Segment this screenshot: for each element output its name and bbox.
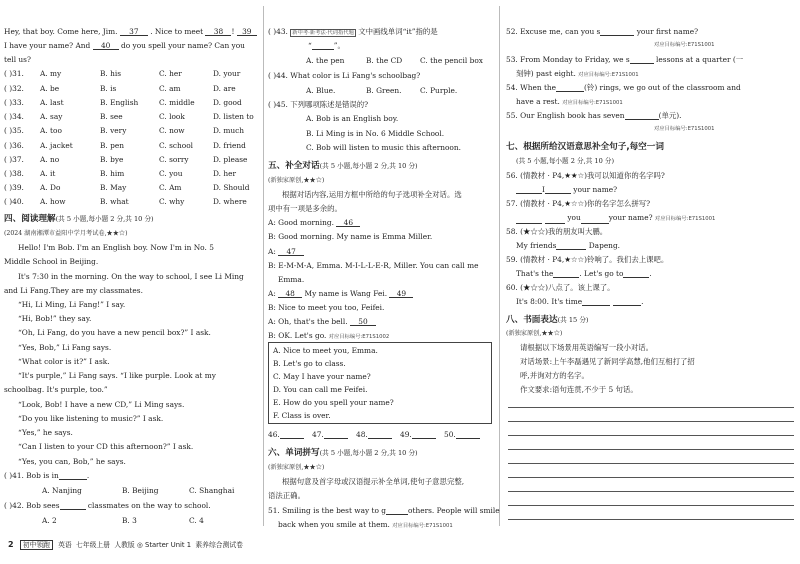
reading-question: ( )41. Bob is in . — [4, 471, 90, 480]
column-divider — [499, 6, 500, 526]
spelling-question: 55. Our English book has seven (单元). — [506, 111, 682, 120]
footer-grade: 七年级上册 — [76, 541, 111, 549]
writing-line[interactable] — [508, 407, 794, 408]
reading-option: B. Li Ming is in No. 6 Middle School. — [306, 129, 445, 138]
translation-question: 56. (情教材 · P4,★★☆)我可以知道你的名字吗? — [506, 171, 665, 180]
section-heading: 六、单词拼写(共 5 小题,每小题 2 分,共 10 分) — [268, 448, 418, 458]
reading-question: ( )42. Bob sees classmates on the way to school. — [4, 501, 211, 510]
reading-line: It's 7:30 in the morning. On the way to school, I see Li Ming — [18, 272, 244, 281]
instruction-line: 根据句意及首字母或汉语提示补全单词,使句子意思完整, — [282, 477, 465, 486]
dialog-line: A: Oh, that's the bell. 50 — [268, 317, 376, 326]
writing-line[interactable] — [508, 421, 794, 422]
reading-line: “Yes,” he says. — [18, 428, 73, 437]
translation-answer: It's 8:00. It's time . — [516, 297, 644, 306]
reading-line: “Yes, Bob,” Li Fang says. — [18, 343, 112, 352]
reading-line: “Look, Bob! I have a new CD,” Li Ming says. — [18, 400, 185, 409]
reading-option: C. Bob will listen to music this afternoon. — [306, 143, 461, 152]
section-heading: 八、书面表达(共 15 分) — [506, 315, 589, 325]
objective-tag: 对应目标编号:E71S1001 — [654, 42, 715, 48]
option-item: F. Class is over. — [273, 411, 331, 420]
section-heading: 五、补全对话(共 5 小题,每小题 2 分,共 10 分) — [268, 161, 418, 171]
reading-option: A. Bob is an English boy. — [306, 114, 399, 123]
brand-label: 初中领跑 — [20, 540, 53, 550]
source-note: (新独家原创,★★☆) — [268, 464, 325, 471]
dialog-line: A: 47 — [268, 247, 304, 256]
dialog-line: B: Nice to meet you too, Feifei. — [268, 303, 385, 312]
footer-title: 素养综合测试卷 — [195, 541, 243, 549]
option-item: E. How do you spell your name? — [273, 398, 394, 407]
translation-question: 60. (★☆☆)八点了。该上课了。 — [506, 283, 615, 292]
instruction-line: 语法正确。 — [268, 491, 305, 500]
spelling-question: 52. Excuse me, can you s your first name? — [506, 27, 699, 36]
reading-question: ( )44. What color is Li Fang's schoolbag? — [268, 71, 421, 80]
reading-line: “It's purple,” Li Fang says. “I like purple. Look at my — [18, 371, 216, 380]
footer-edition: 人教版 — [114, 541, 135, 549]
passage-line: Hey, that boy. Come here, Jim. 37 . Nice to meet 38 ! 39 — [4, 27, 257, 36]
spelling-question: 54. When the (铃) rings, we go out of the classroom and — [506, 83, 741, 92]
instruction-line: 根据对话内容,运用方框中所给的句子选项补全对话。选 — [282, 190, 462, 199]
section-heading: 四、阅读理解(共 5 小题,每小题 2 分,共 10 分) — [4, 214, 154, 224]
option-item: B. Let's go to class. — [273, 359, 346, 368]
writing-line[interactable] — [508, 505, 794, 506]
option-item: A. Nice to meet you, Emma. — [273, 346, 378, 355]
writing-line[interactable] — [508, 435, 794, 436]
instruction-line: 对话场景:上午李磊遇见了新同学高慧,他们互相打了招 — [520, 357, 695, 366]
translation-answer: you your name? 对应目标编号:E71S1001 — [516, 213, 715, 224]
source-note: (新独家原创,★★☆) — [506, 330, 563, 337]
translation-answer: My friends Dapeng. — [516, 241, 621, 250]
footer-subject: 英语 — [58, 541, 72, 549]
option-item: C. May I have your name? — [273, 372, 371, 381]
reading-line: “Can I listen to your CD this afternoon?” I ask. — [18, 442, 194, 451]
dialog-line: A: 48 My name is Wang Fei. 49 — [268, 289, 413, 298]
dialog-line: A: Good morning. 46 — [268, 218, 360, 227]
page-number: 2 — [8, 540, 14, 549]
reading-line: and Li Fang.They are my classmates. — [4, 286, 143, 295]
spelling-question: 51. Smiling is the best way to g others. People will smile — [268, 506, 500, 515]
reading-line: “Oh, Li Fang, do you have a new pencil box?” I ask. — [18, 328, 211, 337]
options-box — [268, 342, 492, 424]
reading-line: “What color is it?” I ask. — [18, 357, 110, 366]
writing-line[interactable] — [508, 463, 794, 464]
reading-question: ( )45. 下列哪项陈述是错误的? — [268, 100, 369, 109]
spelling-question: have a rest. 对应目标编号:E71S1001 — [516, 97, 623, 106]
exam-page: Hey, that boy. Come here, Jim. 37 . Nice to meet 38 ! 39 I have your name? And 40 do you spell your name? Can you tell us? ( )31. A. my B. his C. her D. your ( )32. A. be B. is C. am D. are ( )33. A. last B. English C. middle D. good ( )34. A. say B. see C. look D. listen to ( )35. A. too B. very C. now D. much ( )36. A. jacket B. pen C. school D. friend ( )37. A. no B. bye C. sorry D. please ( )38. A. it B. him C. you D. her ( )39. A. Do B. May C. Am D. Should ( )40. A. how B. what C. why D. where 四、阅读理解(共 5 小题,每小题 2 分,共 10 分) (2024 湖南湘潭市益阳中学月考试卷,★★☆) Hello! I'm Bob. I'm an English boy. Now I'm in No. 5 Middle School in Beijing. It's 7:30 in the morning. On the way to school, I see Li Ming and Li Fang.They are my classmates. “Hi, Li Ming, Li Fang!” I say. “Hi, Bob!” they say. “Oh, Li Fang, do you have a new pencil box?” I ask. “Yes, Bob,” Li Fang says. “What color is it?” I ask. “It's purple,” Li Fang says. “I like purple. Look at my schoolbag. It's purple, too.” “Look, Bob! I have a new CD,” Li Ming says. “Do you like listening to music?” I ask. “Yes,” he says. “Can I listen to your CD this afternoon?” I ask. “Yes, you can, Bob,” he says. ( )41. Bob is in . A. Nanjing B. Beijing C. Shanghai ( )42. Bob sees classmates on the way to school. A. 2 B. 3 C. 4 ( )43. 新中考·新考法·代词指代题 文中画线单词“it”指的是 “ ”。 A. the pen B. the CD C. the pencil box ( )44. What color is Li Fang's schoolbag? A. Blue. B. Green. C. Purple. ( )45. 下列哪项陈述是错误的? A. Bob is an English boy. B. Li Ming is in No. 6 Middle School. C. Bob will listen to music this afternoon. 五、补全对话(共 5 小题,每小题 2 分,共 10 分) (新独家原创,★★☆) 根据对话内容,运用方框中所给的句子选项补全对话。选 项中有一项是多余的。 A: Good morning. 46 B: Good morning. My name is Emma Miller. A: 47 B: E-M-M-A, Emma. M-I-L-L-E-R, Miller. You can call me Emma. A: 48 My name is Wang Fei. 49 B: Nice to meet you too, Feifei. A: Oh, that's the bell. 50 B: OK. Let's go. 对应目标编号:E71S1002 A. Nice to meet you, Emma. B. Let's go to class. C. May I have your name? D. You can call me Feifei. E. How do you spell your name? F. Class is over. 46. 47. 48. 49. 50. 六、单词拼写(共 5 小题,每小题 2 分,共 10 分) (新独家原创,★★☆) 根据句意及首字母或汉语提示补全单词,使句子意思完整, 语法正确。 51. Smiling is the best way to g others. People will smile back when you smile at them. 对应目标编号:E71S1001 52. Excuse me, can you s your first name? 对应目标编号:E71S1001 53. From Monday to Friday, we s lessons at a quarter (一 刻钟) past eight. 对应目标编号:E71S1001 54. When the (铃) rings, we go out of the classroom and have a rest. 对应目标编号:E71S1001 55. Our English book has seven (单元). 对应目标编号:E71S1001 七、根据所给汉语意思补全句子,每空一词 (共 5 小题,每小题 2 分,共 10 分) 56. (情教材 · P4,★★☆)我可以知道你的名字吗? I your name? 57. (情教材 · P4,★☆☆)你的名字怎么拼写? you your name? 对应目标编号:E71S1001 58. (★☆☆)我的朋友叫大鹏。 My friends Dapeng. 59. (情教材 · P4,★☆☆)铃响了。我们去上课吧。 That's the . Let's go to . 60. (★☆☆)八点了。该上课了。 It's 8:00. It's time . 八、书面表达(共 15 分) (新独家原创,★★☆) 请根据以下场景用英语编写一段小对话。 对话场景:上午李磊遇见了新同学高慧,他们互相打了招 呼,并询对方的名字。 作文要求:语句连贯,不少于 5 句话。 2 初中领跑 英语 七年级上册 人教版 ◎ Starter Unit 1 素养综合测试卷 — [0, 0, 800, 564]
option-item: D. You can call me Feifei. — [273, 385, 368, 394]
reading-line: schoolbag. It's purple, too.” — [4, 385, 108, 394]
objective-tag: 对应目标编号:E71S1001 — [654, 126, 715, 132]
page-footer: 2 初中领跑 英语 七年级上册 人教版 ◎ Starter Unit 1 素养综合测试卷 — [8, 540, 243, 549]
footer-unit: Starter Unit 1 — [145, 541, 192, 549]
column-divider — [263, 6, 264, 526]
instruction-line: 请根据以下场景用英语编写一段小对话。 — [520, 343, 654, 352]
instruction-line: 项中有一项是多余的。 — [268, 204, 342, 213]
reading-line: “Yes, you can, Bob,” he says. — [18, 457, 126, 466]
reading-question: ( )43. 新中考·新考法·代词指代题 文中画线单词“it”指的是 — [268, 27, 438, 36]
instruction-line: 呼,并询对方的名字。 — [520, 371, 589, 380]
dialog-line: B: E-M-M-A, Emma. M-I-L-L-E-R, Miller. You can call me — [268, 261, 479, 270]
translation-question: 58. (★☆☆)我的朋友叫大鹏。 — [506, 227, 608, 236]
translation-answer: That's the . Let's go to . — [516, 269, 652, 278]
reading-line: “Hi, Bob!” they say. — [18, 314, 92, 323]
writing-line[interactable] — [508, 491, 794, 492]
section-heading: 七、根据所给汉语意思补全句子,每空一词 — [506, 142, 664, 152]
spelling-question: 刻钟) past eight. 对应目标编号:E71S1001 — [516, 69, 639, 78]
translation-answer: I your name? — [516, 185, 617, 194]
dialog-line: B: OK. Let's go. 对应目标编号:E71S1002 — [268, 331, 390, 340]
writing-line[interactable] — [508, 519, 794, 520]
spelling-question: back when you smile at them. 对应目标编号:E71S1001 — [278, 520, 453, 529]
source-note: (2024 湖南湘潭市益阳中学月考试卷,★★☆) — [4, 230, 128, 237]
reading-line: Hello! I'm Bob. I'm an English boy. Now I'm in No. 5 — [18, 243, 214, 252]
dialog-line: Emma. — [278, 275, 305, 284]
reading-line: Middle School in Beijing. — [4, 257, 99, 266]
dialog-line: B: Good morning. My name is Emma Miller. — [268, 232, 433, 241]
instruction-line: 作文要求:语句连贯,不少于 5 句话。 — [520, 385, 638, 394]
reading-line: “Hi, Li Ming, Li Fang!” I say. — [18, 300, 126, 309]
writing-line[interactable] — [508, 477, 794, 478]
section-note: (共 5 小题,每小题 2 分,共 10 分) — [516, 157, 615, 165]
translation-question: 59. (情教材 · P4,★☆☆)铃响了。我们去上课吧。 — [506, 255, 669, 264]
source-note: (新独家原创,★★☆) — [268, 177, 325, 184]
spelling-question: 53. From Monday to Friday, we s lessons at a quarter (一 — [506, 55, 744, 64]
writing-line[interactable] — [508, 449, 794, 450]
passage-line: I have your name? And 40 do you spell your name? Can you — [4, 41, 245, 50]
passage-line: tell us? — [4, 55, 31, 64]
translation-question: 57. (情教材 · P4,★☆☆)你的名字怎么拼写? — [506, 199, 651, 208]
reading-line: “Do you like listening to music?” I ask. — [18, 414, 164, 423]
reading-question-blank: “ ”。 — [308, 41, 345, 50]
